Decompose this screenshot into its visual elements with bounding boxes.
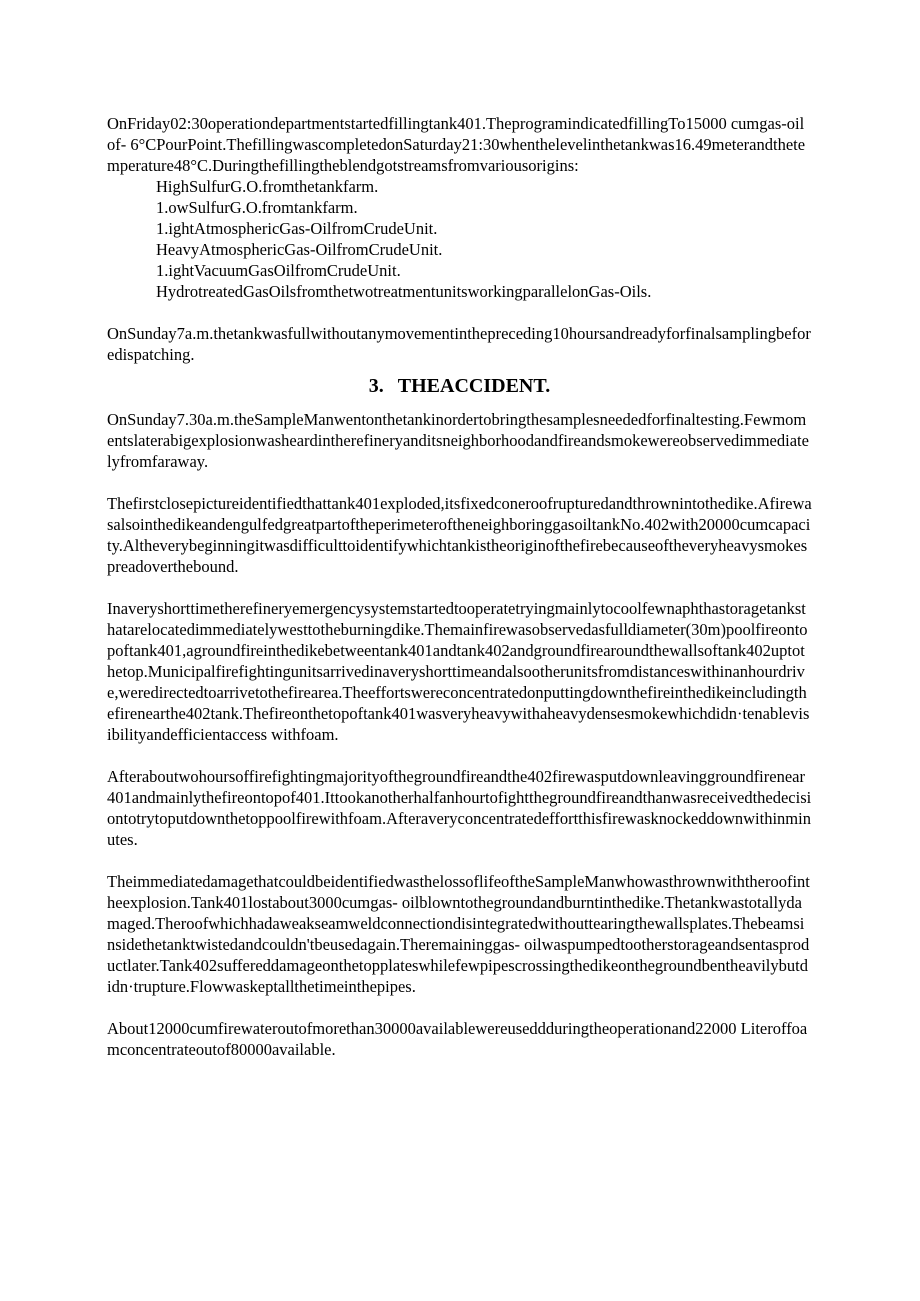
body-paragraph: Afteraboutwohoursoffirefightingmajorityofthegroundfireandthe402firewasputdownleavinggroundfirenear401andmainlythefireontopof401.Ittookanotherhalfanhourtofightthegroundfireandthanwasreceivedthedecisiontotrytoputdownthetoppoolfirewithfoam.Afteraveryconcentratedeffortthisfirewasknockeddownwithinminutes.	[107, 767, 812, 849]
body-paragraph: TheimmediatedamagethatcouldbeidentifiedwasthelossoflifeoftheSampleManwhowasthrownwiththeroofintheexplosion.Tank401lostabout3000cumgas- oilblowntothegroundandburntinthedike.Thetankwastotallydamaged.Theroofwhichhadaweakseamweldconnectiondisintegratedwithouttearingthewallsplates.Thebeamsinsidethetanktwistedandcouldn'tbeusedagain.Theremaininggas- oilwaspumpedtootherstorageandsentasproductlater.Tank402suffereddamageonthetopplateswhilefewpipescrossingthedikeonthegroundbentheavilybutdidn·trupture.Flowwaskeptallthetimeinthepipes.	[107, 872, 810, 996]
section-heading	[107, 365, 812, 409]
list-item: HydrotreatedGasOilsfromthetwotreatmentunitsworkingparallelonGas-Oils.	[156, 282, 652, 301]
document-page	[107, 113, 812, 1060]
spacer	[107, 997, 812, 1018]
list-item: HighSulfurG.O.fromthetankfarm.	[156, 177, 379, 196]
list-item: HeavyAtmosphericGas-OilfromCrudeUnit.	[156, 240, 443, 259]
spacer	[107, 302, 812, 323]
stream-origins-list	[107, 176, 812, 302]
spacer	[107, 577, 812, 598]
body-paragraph: Thefirstclosepictureidentifiedthattank401exploded,itsfixedconeroofrupturedandthrownintothedike.AfirewasalsointhedikeandengulfedgreatpartoftheperimeteroftheneighboringgasoiltankNo.402with20000cumcapacity.Altheverybeginningitwasdifficulttoidentifywhichtankistheoriginofthefirebecauseoftheveryheavysmokespreadoverthebound.	[107, 494, 812, 576]
section-title: THEACCIDENT.	[397, 375, 551, 397]
body-paragraph: About12000cumfirewateroutofmorethan30000availablewereuseddduringtheoperationand22000 Literoffoamconcentrateoutof80000available.	[107, 1019, 808, 1059]
spacer	[107, 472, 812, 493]
body-paragraph: Inaveryshorttimetherefineryemergencysystemstartedtooperatetryingmainlytocoolfewnaphthastoragetanksthatarelocatedimmediatelywesttotheburningdike.Themainfirewasobservedasfulldiameter(30m)poolfireontopoftank401,agroundfireinthedikebetweentank401andtank402andgroundfirearoundthewallsoftank402uptothetop.Municipalfirefightingunitsarrivedinaveryshorttimeandalsootherunitsfromdistanceswithinanhourdrive,weredirectedtoarrivetothefirearea.Theeffortswereconcentratedonputtingdownthefireinthedikeincludingthefirenearthe402tank.Thefireonthetopoftank401wasveryheavywithaheavydensesmokewhichdidn·tenablevisibilityandefficientaccess withfoam.	[107, 599, 810, 744]
filling-paragraph: OnFriday02:30operationdepartmentstartedfillingtank401.TheprogramindicatedfillingTo15000 cumgas-oilof- 6°CPourPoint.ThefillingwascompletedonSaturday21:30whenthelevelinthetankwas16.49meterandthetemperature48°C.Duringthefillingtheblendgotstreamsfromvariousorigins:	[107, 114, 806, 175]
list-item: 1.ightAtmosphericGas-OilfromCrudeUnit.	[156, 219, 438, 238]
spacer	[107, 745, 812, 766]
spacer	[107, 850, 812, 871]
ready-paragraph: OnSunday7a.m.thetankwasfullwithoutanymovementinthepreceding10hoursandreadyforfinalsamplingbeforedispatching.	[107, 324, 811, 364]
section-number: 3.	[368, 375, 384, 397]
body-paragraph: OnSunday7.30a.m.theSampleManwentonthetankinordertobringthesamplesneededforfinaltesting.Fewmomentslaterabigexplosionwasheardintherefineryanditsneighborhoodandfireandsmokewereobservedimmediatelyfromfaraway.	[107, 410, 809, 471]
list-item: 1.owSulfurG.O.fromtankfarm.	[156, 198, 358, 217]
list-item: 1.ightVacuumGasOilfromCrudeUnit.	[156, 261, 401, 280]
